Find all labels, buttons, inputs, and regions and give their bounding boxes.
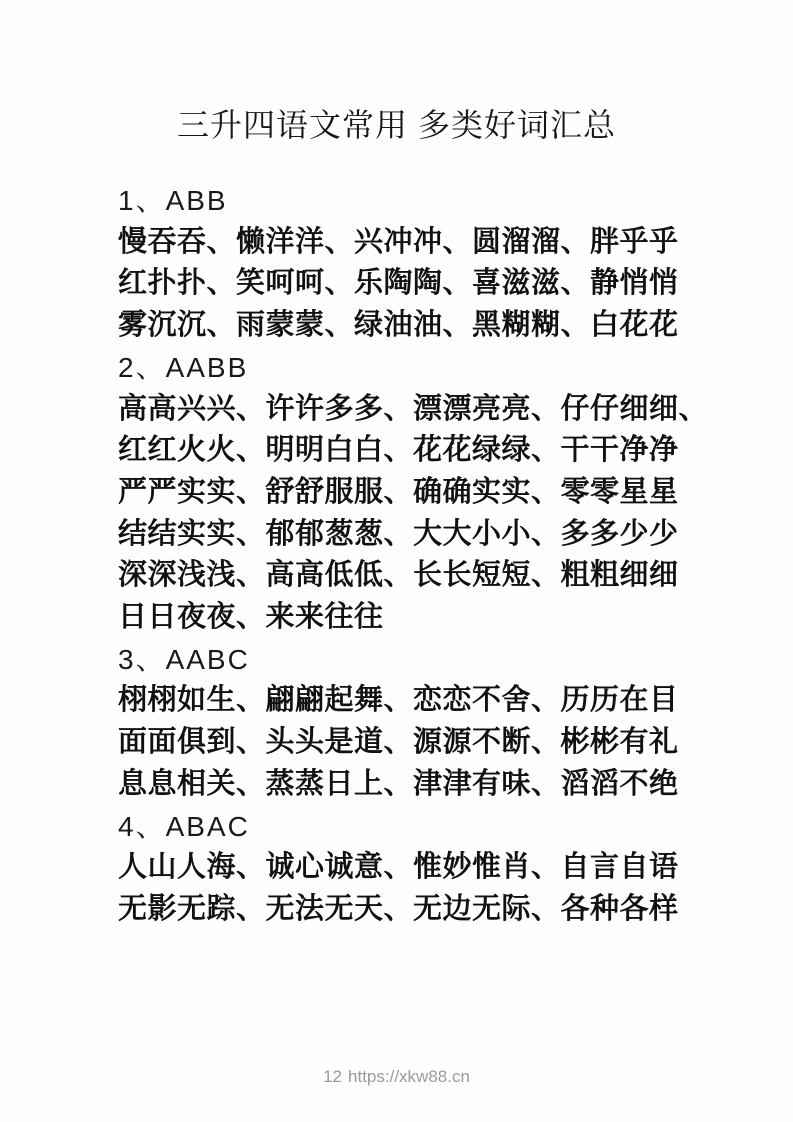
word-line: 红红火火、明明白白、花花绿绿、干干净净 [118, 434, 679, 467]
footer-url: https://xkw88.cn [348, 1067, 470, 1086]
page-number: 12 [323, 1067, 343, 1086]
word-line: 严严实实、舒舒服服、确确实实、零零星星 [118, 475, 679, 508]
word-line: 慢吞吞、懒洋洋、兴冲冲、圆溜溜、胖乎乎 [118, 225, 679, 258]
word-list-content [118, 180, 713, 931]
section-heading: 4、ABAC [118, 810, 250, 842]
section-heading: 1、ABB [118, 185, 228, 216]
word-line: 面面俱到、头头是道、源源不断、彬彬有礼 [118, 726, 679, 759]
word-line: 无影无踪、无法无天、无边无际、各种各样 [118, 892, 679, 925]
word-line: 红扑扑、笑呵呵、乐陶陶、喜滋滋、静悄悄 [118, 267, 679, 300]
word-line: 人山人海、诚心诚意、惟妙惟肖、自言自语 [118, 851, 679, 884]
word-line: 栩栩如生、翩翩起舞、恋恋不舍、历历在目 [118, 684, 679, 717]
word-line: 结结实实、郁郁葱葱、大大小小、多多少少 [118, 517, 679, 550]
word-line: 雾沉沉、雨蒙蒙、绿油油、黑糊糊、白花花 [118, 309, 679, 342]
page-footer [0, 1066, 793, 1088]
section-heading: 2、AABB [118, 351, 249, 383]
page-title: 三升四语文常用 多类好词汇总 [177, 107, 616, 143]
word-line: 息息相关、蒸蒸日上、津津有味、滔滔不绝 [118, 767, 679, 800]
section-heading: 3、AABC [118, 643, 250, 675]
word-line: 深深浅浅、高高低低、长长短短、粗粗细细 [118, 559, 679, 592]
word-line: 日日夜夜、来来往往 [118, 601, 384, 634]
word-line: 高高兴兴、许许多多、漂漂亮亮、仔仔细细、 [118, 392, 709, 425]
